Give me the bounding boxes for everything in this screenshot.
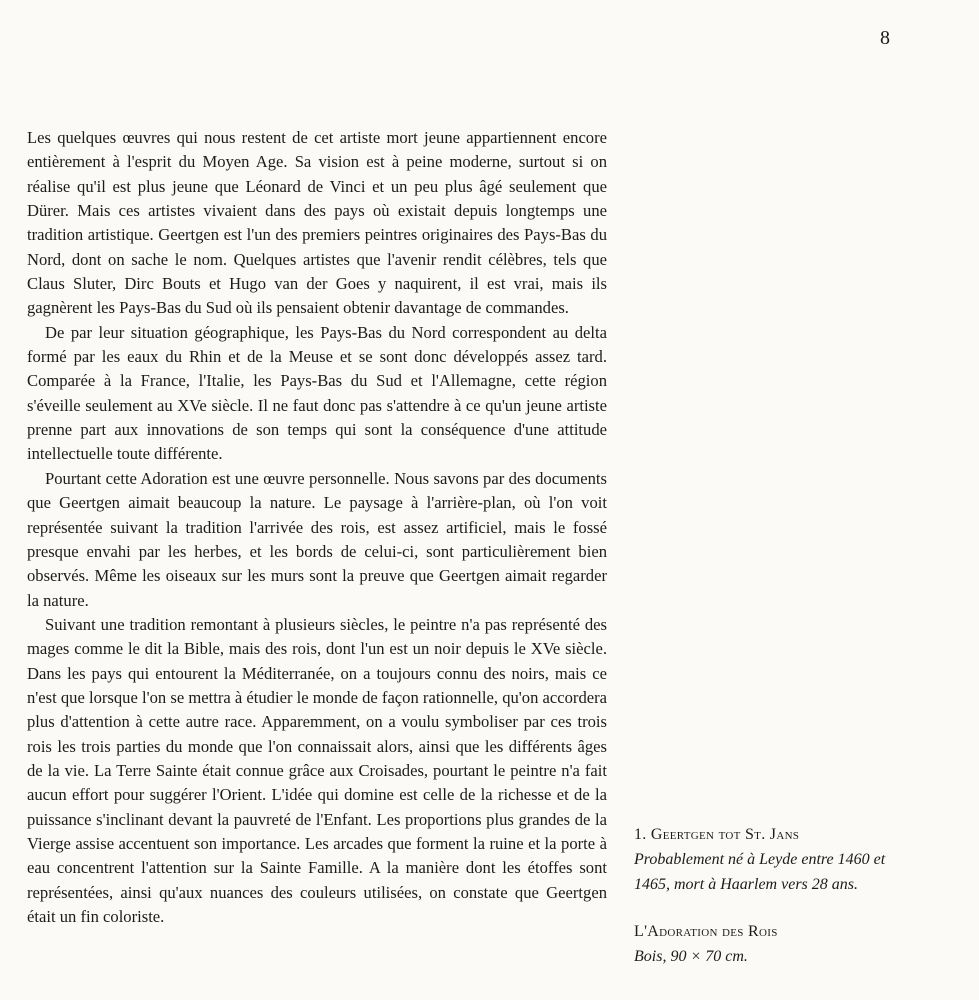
paragraph: De par leur situation géographique, les Pays-Bas du Nord correspondent au delta formé par les eaux du Rhin et de la Meuse et se sont donc développés assez tard. Comparée à la France, l'Italie, les Pays-Bas du Sud et l'Allemagne, cette région s'éveille seulement au XVe siècle. Il ne faut donc pas s'attendre à ce qu'un jeune artiste prenne part aux innovations de son temps qui sont la conséquence d'une attitude intellectuelle toute différente. (27, 322, 607, 464)
body-text (27, 126, 607, 929)
paragraph: Suivant une tradition remontant à plusieurs siècles, le peintre n'a pas représenté des mages comme le dit la Bible, mais des rois, dont l'un est un noir depuis le XVe siècle. Dans les pays qui entourent la Méditerranée, on a toujours connu des noirs, mais ce n'est que lorsque l'on se mettra à étudier le monde de façon rationnelle, qu'on accordera plus d'attention à cette autre race. Apparemment, on a voulu symboliser par ces trois rois les trois parties du monde que l'on connaissait alors, ainsi que les différents âges de la vie. La Terre Sainte était connue grâce aux Croisades, pourtant le peintre n'a fait aucun effort pour suggérer l'Orient. L'idée qui domine est celle de la richesse et de la puissance s'inclinant devant la pauvreté de l'Enfant. Les proportions plus grandes de la Vierge assise accentuent son importance. Les arcades que forment la ruine et la porte à eau concentrent l'attention sur la Sainte Famille. A la manière dont les étoffes sont représentées, ainsi qu'aux nuances des couleurs utilisées, on constate que Geertgen était un fin coloriste. (27, 614, 607, 926)
paragraph: Les quelques œuvres qui nous restent de cet artiste mort jeune appartiennent encore entièrement à l'esprit du Moyen Age. Sa vision est à peine moderne, surtout si on réalise qu'il est plus jeune que Léonard de Vinci et un peu plus âgé seulement que Dürer. Mais ces artistes vivaient dans des pays où existait depuis longtemps une tradition artistique. Geertgen est l'un des premiers peintres originaires des Pays-Bas du Nord, dont on sache le nom. Quelques artistes que l'avenir rendit célèbres, tels que Claus Sluter, Dirc Bouts et Hugo van der Goes y naquirent, il est vrai, mais ils gagnèrent les Pays-Bas du Sud où ils pensaient obtenir davantage de commandes. (27, 128, 607, 318)
figure-caption (634, 822, 934, 969)
caption-title: L'Adoration des Rois (634, 923, 778, 940)
paragraph: Pourtant cette Adoration est une œuvre personnelle. Nous savons par des documents que Geertgen aimait beaucoup la nature. Le paysage à l'arrière-plan, où l'on voit représentée suivant la tradition l'arrivée des rois, est assez artificiel, mais le fossé presque envahi par les herbes, et les bords de celui-ci, sont particulièrement bien observés. Même les oiseaux sur les murs sont la preuve que Geertgen aimait regarder la nature. (27, 468, 607, 610)
caption-bio-line-1: Probablement né à Leyde entre 1460 et (634, 851, 886, 868)
caption-medium: Bois, 90 × 70 cm. (634, 948, 748, 965)
caption-artist: 1. Geertgen tot St. Jans (634, 826, 800, 843)
caption-bio-line-2: 1465, mort à Haarlem vers 28 ans. (634, 876, 858, 893)
page-number: 8 (880, 27, 890, 49)
caption-spacer (634, 897, 934, 919)
